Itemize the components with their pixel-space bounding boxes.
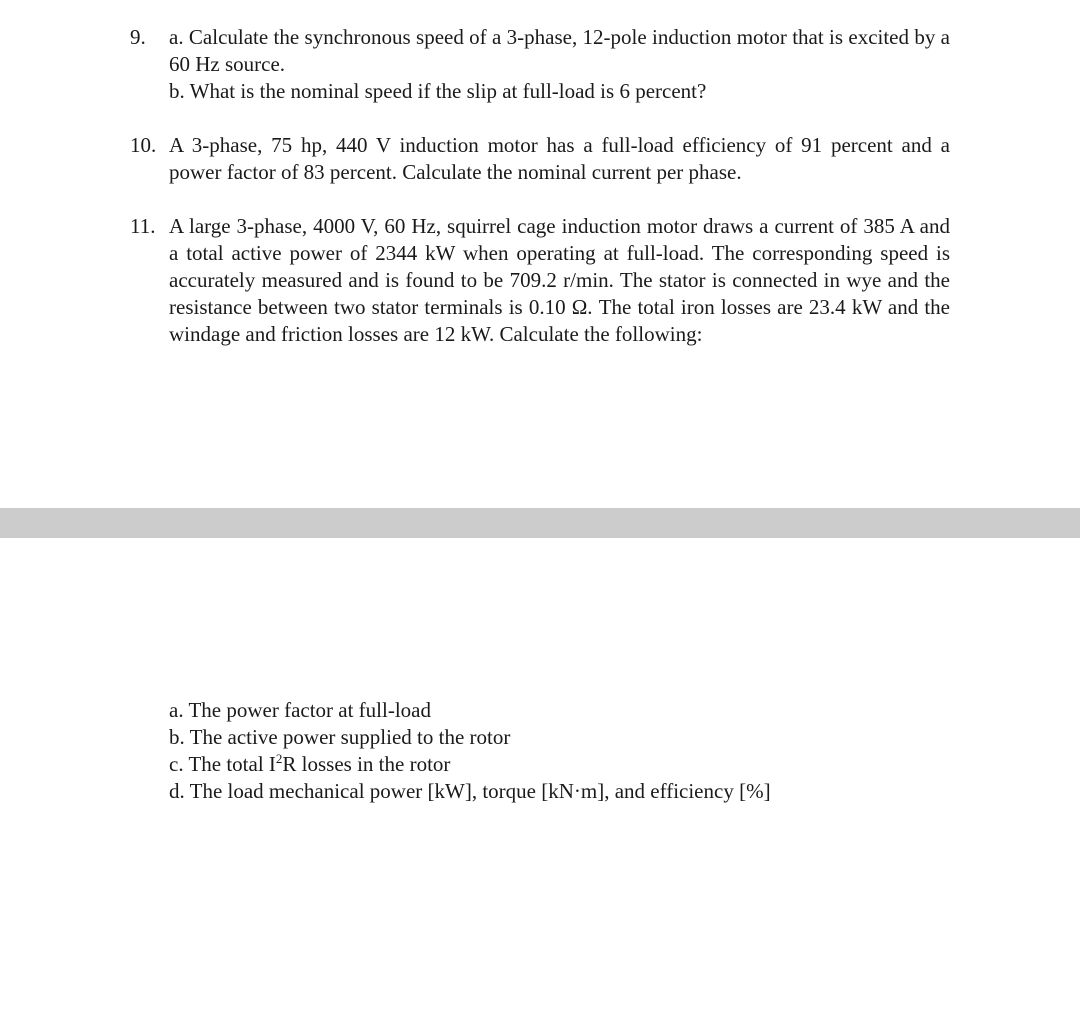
page-divider-band	[0, 508, 1080, 538]
problem-11-text: A large 3-phase, 4000 V, 60 Hz, squirrel cage induction motor draws a current of 385 A and a total active power of 2344 kW when operating at full-load. The corresponding speed is accurately measured and is found to be 709.2 r/min. The stator is connected in wye and the resistance between two stator terminals is 0.10 Ω. The total iron losses are 23.4 kW and the windage and friction losses are 12 kW. Calculate the following:	[169, 214, 950, 346]
problem-10-text: A 3-phase, 75 hp, 440 V induction motor has a full-load efficiency of 91 percent and a power factor of 83 percent. Calculate the nominal current per phase.	[169, 133, 950, 184]
subquestion-a: a. The power factor at full-load	[169, 698, 431, 722]
subquestion-c	[169, 751, 969, 778]
subquestion-list	[169, 697, 969, 805]
problem-number: 11.	[130, 214, 156, 238]
problem-number: 9.	[130, 25, 146, 49]
problem-9-part-b: b. What is the nominal speed if the slip at full-load is 6 percent?	[169, 79, 707, 103]
subquestion-c-suffix: R losses in the rotor	[282, 752, 451, 776]
subquestion-c-superscript: 2	[275, 751, 283, 766]
problem-9-part-a: a. Calculate the synchronous speed of a 3-phase, 12-pole induction motor that is excited by a 60 Hz source.	[169, 25, 950, 76]
subquestion-b: b. The active power supplied to the rotor	[169, 725, 511, 749]
problem-9	[130, 24, 950, 105]
subquestion-c-prefix: c. The total I	[169, 752, 276, 776]
problem-number: 10.	[130, 133, 157, 157]
problem-11	[130, 213, 950, 348]
problem-10	[130, 132, 950, 186]
subquestion-d: d. The load mechanical power [kW], torque [kN·m], and efficiency [%]	[169, 779, 771, 803]
